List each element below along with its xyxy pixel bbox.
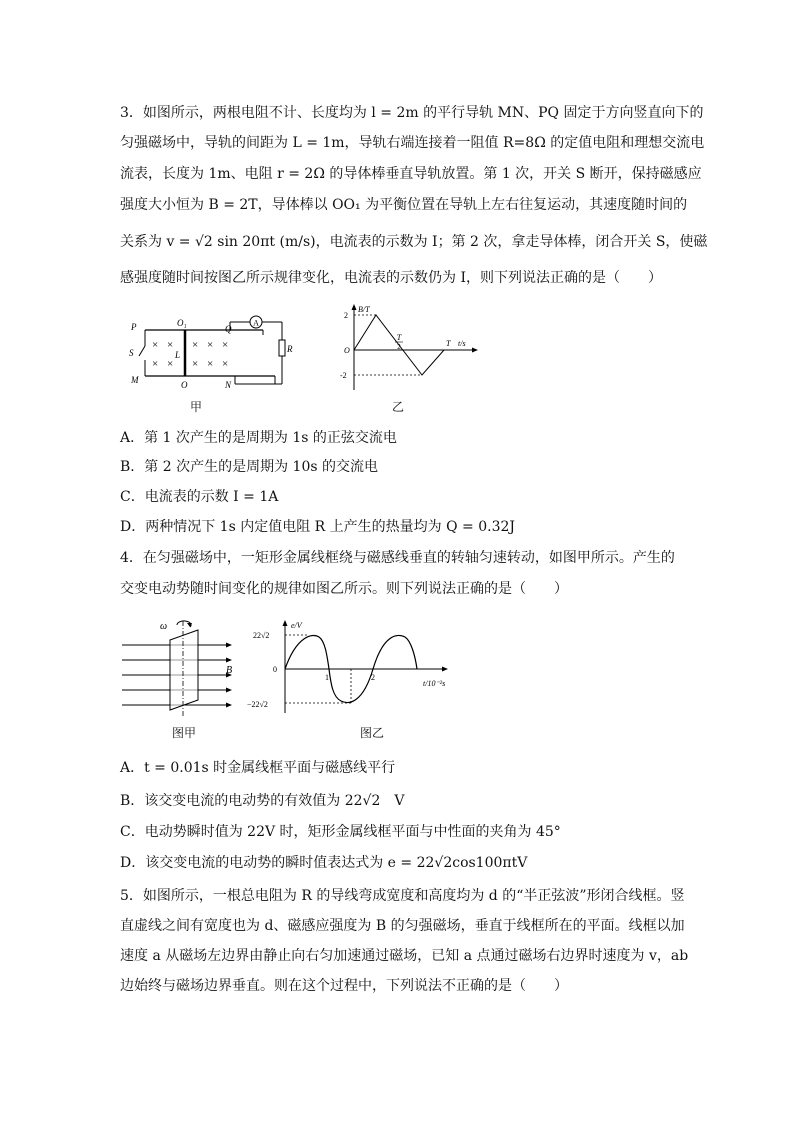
q3-option-a: A．第 1 次产生的是周期为 1s 的正弦交流电: [120, 430, 397, 446]
svg-text:×: ×: [222, 339, 229, 351]
svg-text:−22√2: −22√2: [247, 700, 268, 709]
q4-line-2: 交变电动势随时间变化的规律如图乙所示。则下列说法正确的是（ ）: [120, 581, 568, 597]
svg-text:O₁: O₁: [177, 318, 187, 328]
q4-figure-rotating-frame: [120, 615, 245, 720]
q5-line-4: 边始终与磁场边界垂直。则在这个过程中，下列说法不正确的是（ ）: [120, 978, 568, 994]
svg-text:-2: -2: [340, 371, 347, 380]
svg-text:0: 0: [273, 665, 277, 674]
q3-line-2: 匀强磁场中，导轨的间距为 L = 1m，导轨右端连接着一阻值 R=8Ω 的定值电阻和理想交流电: [120, 135, 705, 151]
svg-text:M: M: [131, 375, 139, 385]
q3-option-c: C．电流表的示数 I = 1A: [120, 489, 279, 505]
svg-text:2: 2: [397, 343, 401, 351]
q3-option-d: D．两种情况下 1s 内定值电阻 R 上产生的热量均为 Q = 0.32J: [120, 519, 515, 535]
svg-text:×: ×: [152, 339, 159, 351]
svg-text:t/10⁻²s: t/10⁻²s: [423, 679, 446, 688]
svg-text:B/T: B/T: [358, 305, 370, 314]
q4-option-b: B．该交变电流的电动势的有效值为 22√2 V: [120, 793, 405, 809]
q3-figure-graph: [340, 300, 490, 395]
q3-line-5: 关系为 v = √2 sin 20πt (m/s)，电流表的示数为 I；第 2 次，拿走导体棒，闭合开关 S，使磁: [120, 234, 708, 250]
svg-text:R: R: [287, 344, 293, 354]
svg-text:O: O: [181, 380, 188, 390]
svg-text:N: N: [225, 380, 232, 390]
q5-line-1: 5．如图所示，一根总电阻为 R 的导线弯成宽度和高度均为 d 的“半正弦波”形闭合线框。竖: [120, 888, 685, 904]
svg-text:×: ×: [167, 339, 174, 351]
svg-text:T: T: [446, 339, 451, 348]
q3-line-4: 强度大小恒为 B = 2T，导体棒以 OO₁ 为平衡位置在导轨上左右往复运动，其速度随时间的: [120, 197, 688, 213]
q4-option-d: D．该交变电流的电动势的瞬时值表达式为 e = 22√2cos100πtV: [120, 855, 528, 871]
q3-line-1: 3．如图所示，两根电阻不计、长度均为 l = 2m 的平行导轨 MN、PQ 固定于方向竖直向下的: [120, 105, 704, 121]
svg-text:1: 1: [325, 673, 329, 682]
q3-option-b: B．第 2 次产生的是周期为 10s 的交流电: [120, 459, 378, 475]
q4-option-c: C．电动势瞬时值为 22V 时，矩形金属线框平面与中性面的夹角为 45°: [120, 824, 561, 840]
q4-fig-caption-right: 图乙: [360, 726, 385, 740]
q3-fig-caption-left: 甲: [190, 400, 203, 414]
svg-text:×: ×: [192, 358, 199, 370]
svg-text:×: ×: [222, 358, 229, 370]
svg-text:e/V: e/V: [291, 621, 302, 630]
q3-fig-caption-right: 乙: [392, 400, 405, 414]
svg-text:O: O: [344, 346, 350, 355]
svg-text:×: ×: [152, 358, 159, 370]
svg-text:×: ×: [207, 358, 214, 370]
svg-text:T: T: [396, 333, 402, 342]
q5-line-2: 直虚线之间有宽度也为 d、磁感应强度为 B 的匀强磁场，垂直于线框所在的平面。线框以加: [120, 918, 685, 934]
q3-figure-circuit: [125, 300, 300, 395]
svg-text:A: A: [253, 318, 259, 328]
svg-text:L: L: [175, 350, 181, 360]
svg-text:×: ×: [207, 339, 214, 351]
svg-text:22√2: 22√2: [253, 631, 270, 640]
svg-text:t/s: t/s: [458, 339, 466, 348]
svg-text:×: ×: [167, 358, 174, 370]
svg-text:Q: Q: [225, 324, 232, 334]
q5-line-3: 速度 a 从磁场左边界由静止向右匀加速通过磁场，已知 a 点通过磁场右边界时速度为 v，ab: [120, 948, 689, 964]
q4-option-a: A．t = 0.01s 时金属线框平面与磁感线平行: [120, 760, 396, 776]
q4-figure-emf-graph: [245, 615, 465, 715]
q3-line-3: 流表，长度为 1m、电阻 r = 2Ω 的导体棒垂直导轨放置。第 1 次，开关 S 断开，保持磁感应: [120, 166, 702, 182]
svg-text:2: 2: [371, 673, 375, 682]
svg-text:×: ×: [192, 339, 199, 351]
svg-text:B: B: [226, 665, 233, 676]
svg-text:ω: ω: [160, 621, 168, 632]
svg-text:P: P: [131, 322, 137, 332]
svg-text:2: 2: [344, 311, 348, 320]
q3-line-6: 感强度随时间按图乙所示规律变化，电流表的示数仍为 I，则下列说法正确的是（ ）: [120, 270, 662, 286]
svg-text:S: S: [129, 348, 134, 358]
q4-fig-caption-left: 图甲: [172, 726, 197, 740]
q4-line-1: 4．在匀强磁场中，一矩形金属线框绕与磁感线垂直的转轴匀速转动，如图甲所示。产生的: [120, 550, 675, 566]
